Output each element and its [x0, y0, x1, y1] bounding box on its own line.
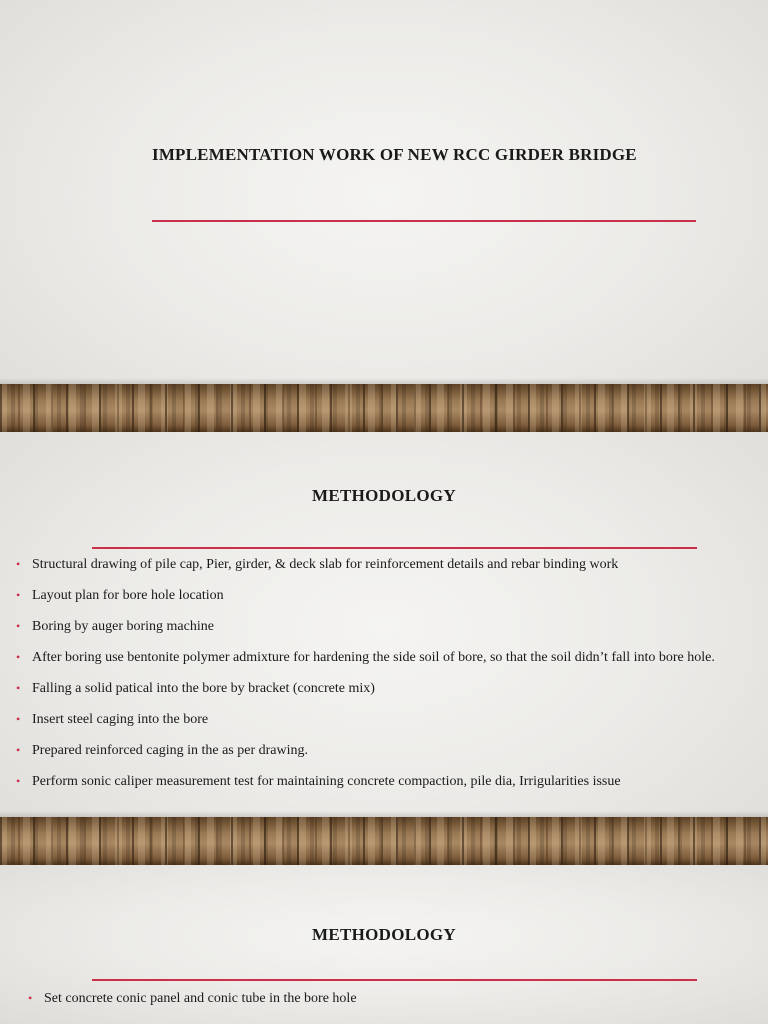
- list-item: • Perform sonic caliper measurement test for maintaining concrete compaction, pile dia, Irrigularities issue: [16, 770, 736, 793]
- list-item: • After boring use bentonite polymer admixture for hardening the side soil of bore, so that the soil didn’t fall into bore hole.: [16, 646, 736, 669]
- bullet-icon: •: [16, 557, 21, 571]
- title-divider: [152, 220, 696, 222]
- bullet-icon: •: [16, 619, 21, 633]
- slide-1: [0, 0, 768, 432]
- wood-floor-decoration: [0, 384, 768, 432]
- heading-divider: [92, 547, 697, 549]
- bullet-icon: •: [16, 650, 21, 664]
- slide-3: [0, 865, 768, 1024]
- wood-floor-decoration: [0, 817, 768, 865]
- list-item: • Structural drawing of pile cap, Pier, girder, & deck slab for reinforcement details and rebar binding work: [16, 553, 736, 576]
- bullet-icon: •: [16, 712, 21, 726]
- bullet-list: [16, 553, 736, 801]
- heading-divider: [92, 979, 697, 981]
- list-item: • Insert steel caging into the bore: [16, 708, 736, 731]
- bullet-icon: •: [28, 991, 33, 1005]
- list-item: • Falling a solid patical into the bore by bracket (concrete mix): [16, 677, 736, 700]
- list-item: • Layout plan for bore hole location: [16, 584, 736, 607]
- bullet-icon: •: [16, 774, 21, 788]
- list-item: • Set concrete conic panel and conic tube in the bore hole: [28, 987, 728, 1010]
- slide-heading: METHODOLOGY: [311, 486, 457, 505]
- list-item: • Boring by auger boring machine: [16, 615, 736, 638]
- slide-2: [0, 432, 768, 865]
- bullet-list: [28, 987, 728, 1018]
- bullet-icon: •: [16, 588, 21, 602]
- slide-title: IMPLEMENTATION WORK OF NEW RCC GIRDER BRIDGE: [152, 145, 637, 164]
- list-item: • Prepared reinforced caging in the as per drawing.: [16, 739, 736, 762]
- bullet-icon: •: [16, 681, 21, 695]
- slide-heading: METHODOLOGY: [311, 925, 457, 944]
- bullet-icon: •: [16, 743, 21, 757]
